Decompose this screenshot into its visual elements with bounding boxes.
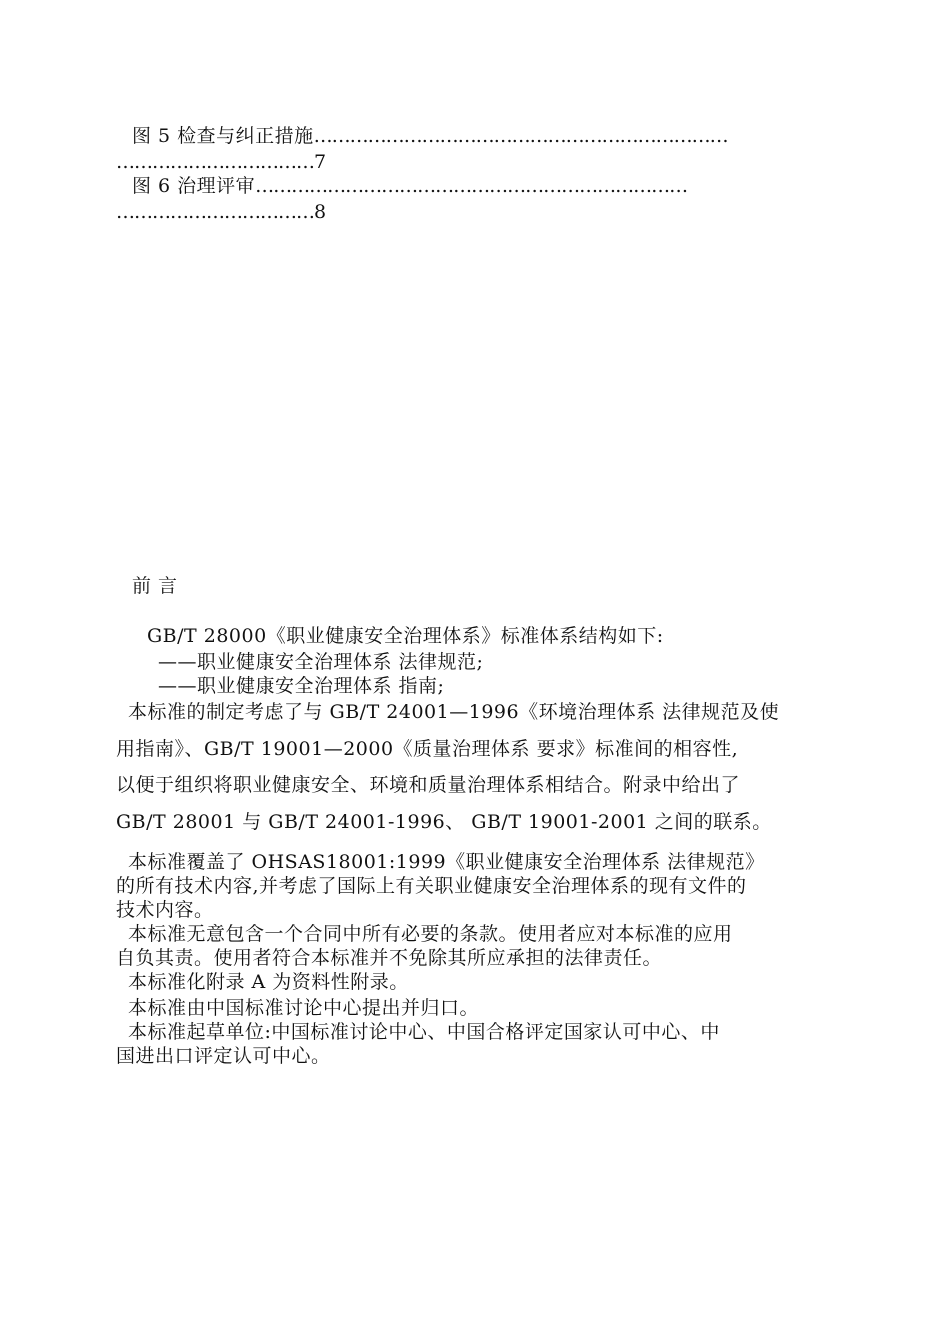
paragraph-coverage-line-1: 本标准覆盖了 OHSAS18001:1999《职业健康安全治理体系 法律规范》 — [128, 851, 765, 873]
paragraph-compatibility-line-2: 用指南》、GB/T 19001—2000《质量治理体系 要求》标准间的相容性, — [116, 738, 739, 760]
toc-entry-figure-6[interactable] — [132, 174, 862, 198]
toc-entry-title: 图 5 检查与纠正措施 — [132, 125, 314, 147]
toc-entry-figure-5-continued[interactable] — [116, 150, 846, 174]
section-heading-preface: 前 言 — [132, 575, 178, 597]
paragraph-compatibility-line-1: 本标准的制定考虑了与 GB/T 24001—1996《环境治理体系 法律规范及使 — [128, 701, 780, 723]
paragraph-coverage-line-2: 的所有技术内容,并考虑了国际上有关职业健康安全治理体系的现有文件的 — [116, 875, 747, 897]
toc-entry-figure-6-continued[interactable] — [116, 200, 846, 224]
toc-leader-dots: …………………………… — [116, 151, 314, 173]
paragraph-coverage-line-3: 技术内容。 — [116, 899, 214, 921]
paragraph-structure-intro: GB/T 28000《职业健康安全治理体系》标准体系结构如下: — [147, 625, 664, 647]
list-item-guidelines: ——职业健康安全治理体系 指南; — [158, 675, 445, 697]
toc-leader-dots: …………………………… — [116, 201, 314, 223]
paragraph-responsibility-line-1: 本标准无意包含一个合同中所有必要的条款。使用者应对本标准的应用 — [128, 923, 733, 945]
toc-entry-title: 图 6 治理评审 — [132, 175, 256, 197]
paragraph-proposer: 本标准由中国标准讨论中心提出并归口。 — [128, 997, 480, 1019]
toc-leader-dots: …………………………………………………………… — [313, 125, 728, 147]
paragraph-drafters-line-1: 本标准起草单位:中国标准讨论中心、中国合格评定国家认可中心、中 — [128, 1021, 720, 1043]
toc-leader-dots: ……………………………………………………………… — [255, 175, 688, 197]
toc-page-number: 8 — [314, 201, 327, 223]
paragraph-compatibility-line-3: 以便于组织将职业健康安全、环境和质量治理体系相结合。附录中给出了 — [116, 774, 741, 796]
paragraph-drafters-line-2: 国进出口评定认可中心。 — [116, 1045, 331, 1067]
list-item-specification: ——职业健康安全治理体系 法律规范; — [158, 651, 484, 673]
toc-page-number: 7 — [314, 151, 327, 173]
paragraph-appendix: 本标准化附录 A 为资料性附录。 — [128, 971, 409, 993]
toc-entry-figure-5[interactable] — [132, 124, 862, 148]
paragraph-compatibility-line-4: GB/T 28001 与 GB/T 24001-1996、 GB/T 19001-2001 之间的联系。 — [116, 811, 772, 833]
paragraph-responsibility-line-2: 自负其责。使用者符合本标准并不免除其所应承担的法律责任。 — [116, 947, 663, 969]
